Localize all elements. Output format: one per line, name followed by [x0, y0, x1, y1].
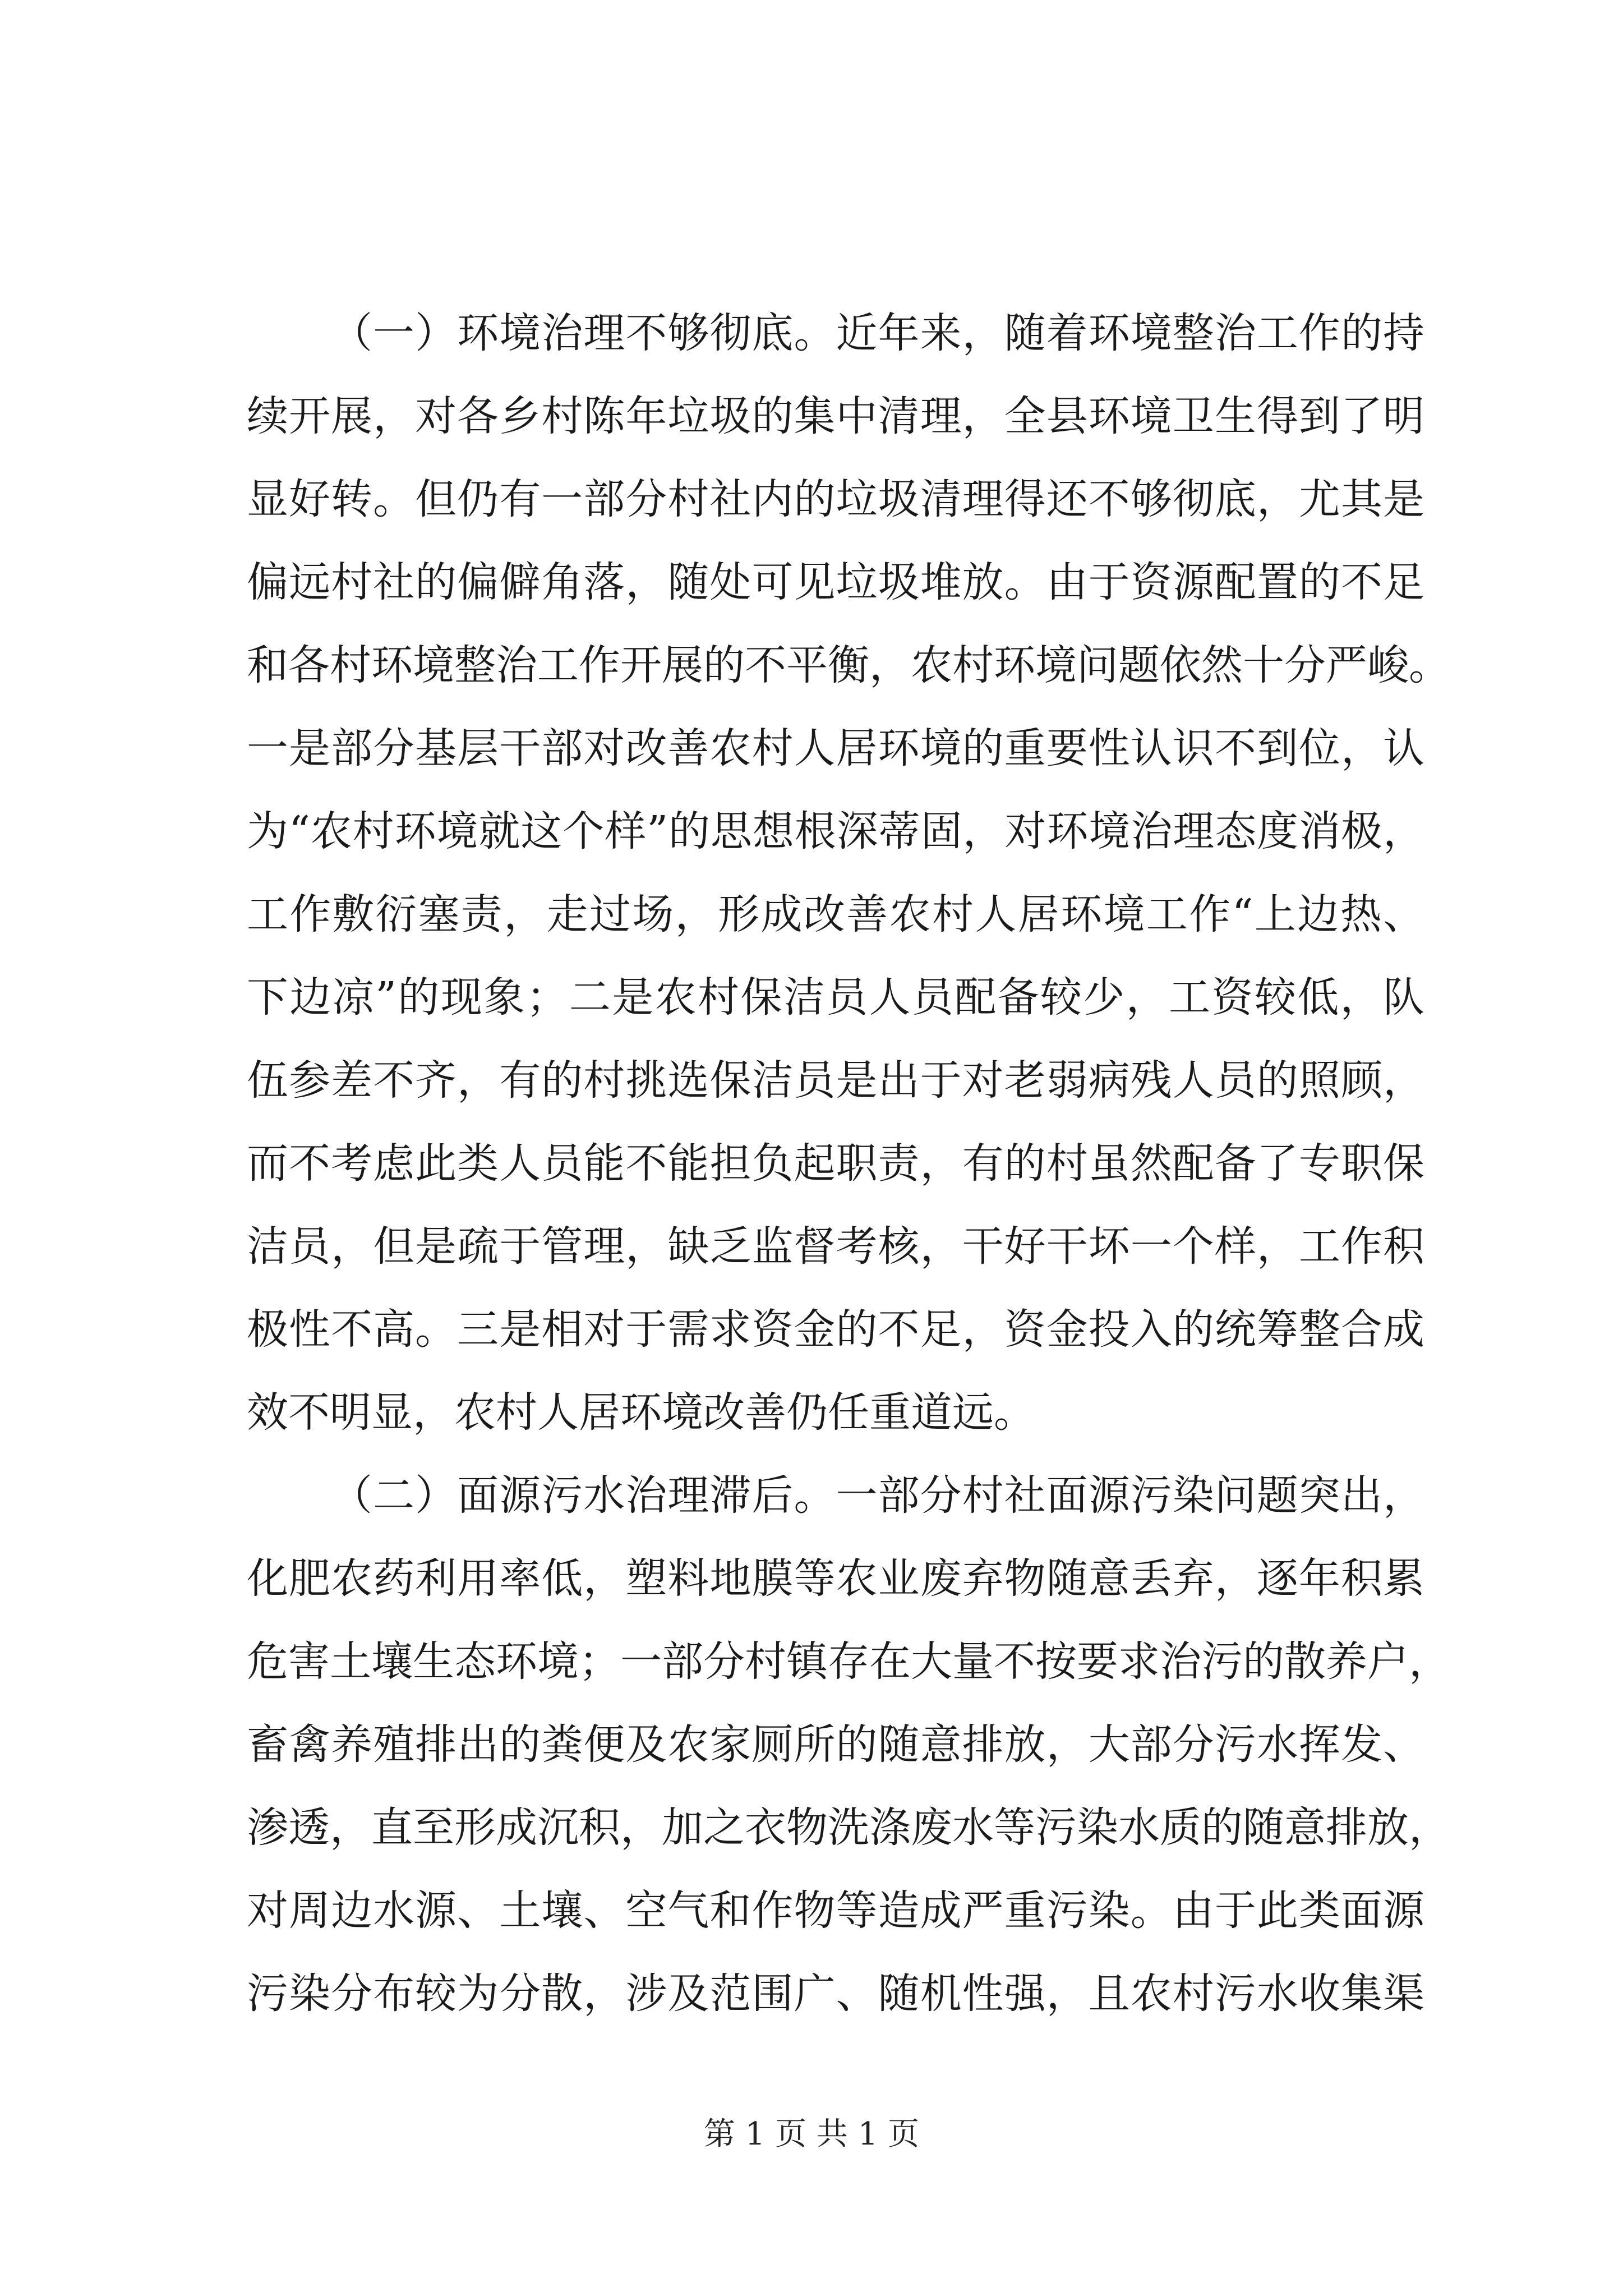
paragraph-line: 极性不高。三是相对于需求资金的不足，资金投入的统筹整合成 [247, 1305, 1424, 1354]
paragraph-line: 畜禽养殖排出的粪便及农家厕所的随意排放，大部分污水挥发、 [247, 1720, 1424, 1769]
paragraph-line: 污染分布较为分散，涉及范围广、随机性强，且农村污水收集渠 [247, 1970, 1424, 2018]
paragraph-line: 危害土壤生态环境；一部分村镇存在大量不按要求治污的散养户， [247, 1637, 1450, 1686]
paragraph-line: 对周边水源、土壤、空气和作物等造成严重污染。由于此类面源 [247, 1887, 1424, 1935]
paragraph-2 [247, 1454, 1450, 2035]
paragraph-line: 下边凉”的现象；二是农村保洁员人员配备较少，工资较低，队 [247, 973, 1424, 1022]
paragraph-line: 和各村环境整治工作开展的不平衡，农村环境问题依然十分严峻。 [247, 641, 1450, 689]
paragraph-line: 工作敷衍塞责，走过场，形成改善农村人居环境工作“上边热、 [247, 890, 1424, 938]
paragraph-line: 续开展，对各乡村陈年垃圾的集中清理，全县环境卫生得到了明 [247, 392, 1424, 440]
document-body [247, 292, 1450, 2035]
paragraph-1 [247, 292, 1450, 1454]
paragraph-line: 洁员，但是疏于管理，缺乏监督考核，干好干坏一个样，工作积 [247, 1222, 1424, 1271]
paragraph-line: 显好转。但仍有一部分村社内的垃圾清理得还不够彻底，尤其是 [247, 475, 1424, 523]
paragraph-line: 而不考虑此类人员能不能担负起职责，有的村虽然配备了专职保 [247, 1139, 1424, 1188]
paragraph-line: （一）环境治理不够彻底。近年来，随着环境整治工作的持 [331, 309, 1424, 357]
paragraph-line: 化肥农药利用率低，塑料地膜等农业废弃物随意丢弃，逐年积累 [247, 1554, 1424, 1603]
paragraph-line: 为“农村环境就这个样”的思想根深蒂固，对环境治理态度消极， [247, 807, 1424, 855]
paragraph-line: 效不明显，农村人居环境改善仍任重道远。 [247, 1388, 1035, 1437]
paragraph-line: （二）面源污水治理滞后。一部分村社面源污染问题突出， [331, 1471, 1424, 1520]
page-number-footer: 第 1 页 共 1 页 [703, 2116, 920, 2152]
paragraph-line: 渗透，直至形成沉积，加之衣物洗涤废水等污染水质的随意排放， [247, 1803, 1450, 1852]
paragraph-line: 偏远村社的偏僻角落，随处可见垃圾堆放。由于资源配置的不足 [247, 558, 1424, 606]
paragraph-line: 伍参差不齐，有的村挑选保洁员是出于对老弱病残人员的照顾， [247, 1056, 1424, 1105]
paragraph-line: 一是部分基层干部对改善农村人居环境的重要性认识不到位，认 [247, 724, 1424, 772]
